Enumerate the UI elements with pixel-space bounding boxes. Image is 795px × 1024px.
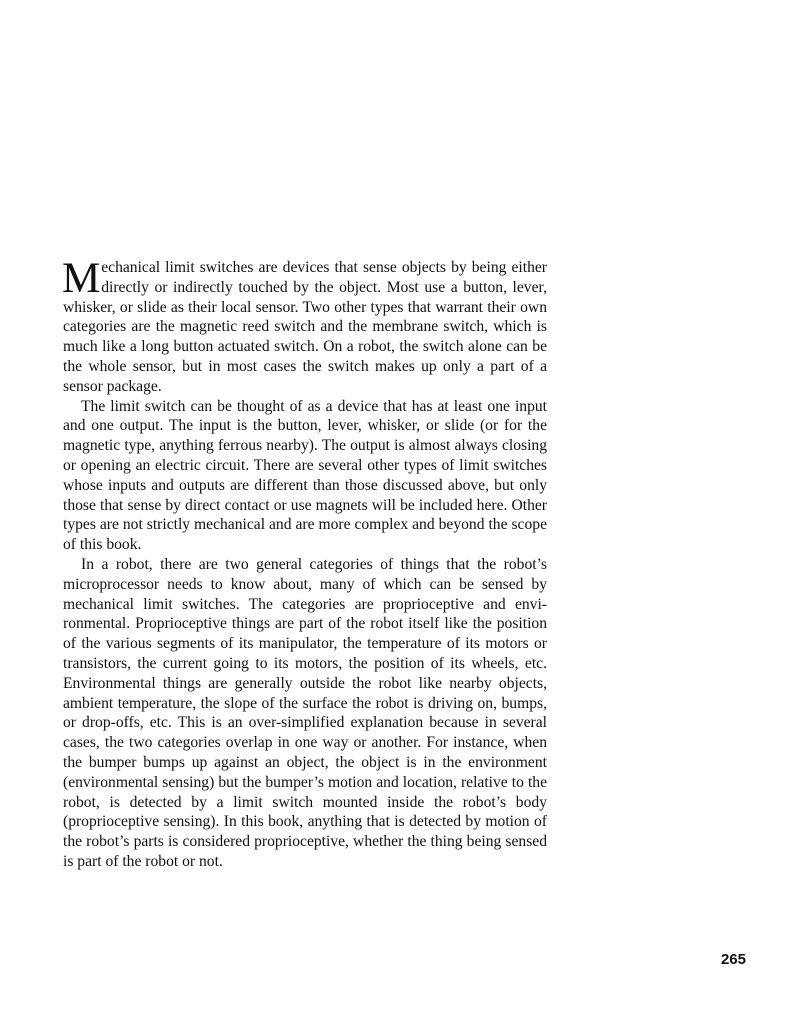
drop-cap: M bbox=[62, 255, 101, 302]
page-number: 265 bbox=[720, 951, 746, 968]
paragraph-1 bbox=[62, 255, 547, 397]
paragraph-1-text: echanical limit switches are devices that sense objects by being either directly or indirectly touched by the object. Most use a button, lever, whisker, or slide as their local sensor. Two other types that warrant their own categories are the magnetic reed switch and the membrane switch, which is much like a long button actuated switch. On a robot, the switch alone can be the whole sensor, but in most cases the switch makes up only a part of a sensor package. bbox=[63, 259, 547, 395]
paragraph-2: The limit switch can be thought of as a device that has at least one input and one output. The input is the button, lever, whisker, or slide (or for the magnetic type, anything ferrous nearby). The output is almost always closing or opening an electric circuit. There are several other types of limit switches whose inputs and outputs are different than those discussed above, but only those that sense by direct contact or use magnets will be included here. Other types are not strictly mechanical and are more complex and beyond the scope of this book. bbox=[63, 397, 547, 554]
body-text bbox=[62, 255, 547, 872]
paragraph-3: In a robot, there are two general categories of things that the robot’s microprocessor needs to know about, many of which can be sensed by mechanical limit switches. The categories are proprioceptive and envi-ronmental. Proprioceptive things are part of the robot itself like the position of the various segments of its manipulator, the temperature of its motors or transistors, the current going to its motors, the position of its wheels, etc. Environmental things are generally outside the robot like nearby objects, ambient temperature, the slope of the surface the robot is driving on, bumps, or drop-offs, etc. This is an over-simplified explanation because in several cases, the two categories overlap in one way or another. For instance, when the bumper bumps up against an object, the object is in the environment (environmental sensing) but the bumper’s motion and location, relative to the robot, is detected by a limit switch mounted inside the robot’s body (proprioceptive sensing). In this book, anything that is detected by motion of the robot’s parts is considered proprioceptive, whether the thing being sensed is part of the robot or not. bbox=[63, 555, 547, 870]
